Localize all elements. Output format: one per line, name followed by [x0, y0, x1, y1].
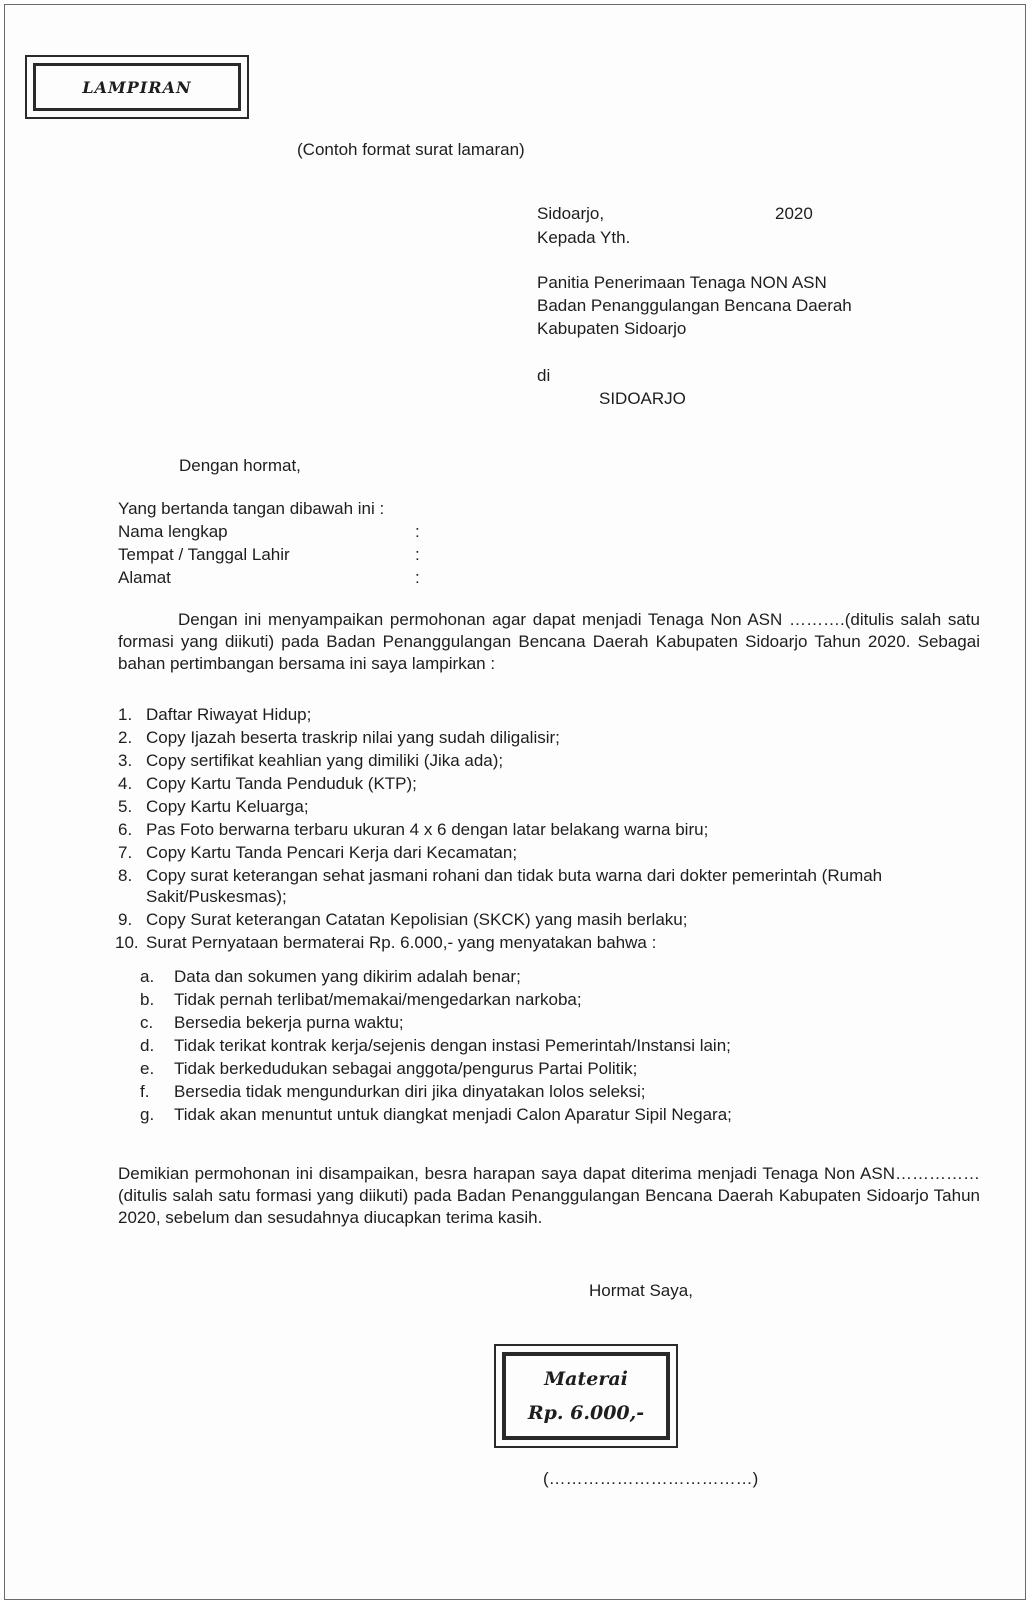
- list-item: 7. Copy Kartu Tanda Pencari Kerja dari Kecamatan;: [118, 843, 518, 862]
- document-page: [4, 4, 1026, 1600]
- list-item: 10. Surat Pernyataan bermaterai Rp. 6.000,- yang menyatakan bahwa :: [115, 933, 657, 952]
- signature-regards: Hormat Saya,: [589, 1281, 693, 1300]
- signature-name-line: (………………………………): [543, 1469, 759, 1488]
- identity-intro: Yang bertanda tangan dibawah ini :: [118, 499, 385, 518]
- list-item: d. Tidak terikat kontrak kerja/sejenis dengan instasi Pemerintah/Instansi lain;: [140, 1036, 731, 1055]
- address-di: di: [537, 366, 551, 385]
- list-item: 2. Copy Ijazah beserta traskrip nilai yang sudah diligalisir;: [118, 728, 560, 747]
- attachments-list: [115, 704, 998, 955]
- address-line-2: Badan Penanggulangan Bencana Daerah: [537, 296, 852, 315]
- materai-amount: Rp. 6.000,-: [527, 1402, 645, 1424]
- address-to: Kepada Yth.: [537, 228, 631, 247]
- list-item: b. Tidak pernah terlibat/memakai/mengedarkan narkoba;: [140, 990, 582, 1009]
- list-item: g. Tidak akan menuntut untuk diangkat menjadi Calon Aparatur Sipil Negara;: [140, 1105, 732, 1124]
- identity-colon-address: :: [415, 568, 420, 587]
- address-line-3: Kabupaten Sidoarjo: [537, 319, 687, 338]
- list-item: f. Bersedia tidak mengundurkan diri jika dinyatakan lolos seleksi;: [140, 1082, 646, 1101]
- list-item: 5. Copy Kartu Keluarga;: [118, 797, 309, 816]
- paragraph-request: Dengan ini menyampaikan permohonan agar dapat menjadi Tenaga Non ASN ……….(ditulis salah satu formasi yang diikuti) pada Badan Penanggulangan Bencana Daerah Kabupaten Sidoarjo Tahun 2020. Sebagai bahan pertimbangan bersama ini saya lampirkan :: [118, 610, 980, 673]
- identity-label-name: Nama lengkap: [118, 522, 228, 541]
- address-place: Sidoarjo,: [537, 204, 605, 223]
- lampiran-label: LAMPIRAN: [82, 77, 192, 97]
- list-item: 1. Daftar Riwayat Hidup;: [118, 705, 312, 724]
- list-item: 6. Pas Foto berwarna terbaru ukuran 4 x 6 dengan latar belakang warna biru;: [118, 820, 709, 839]
- address-city: SIDOARJO: [599, 389, 686, 408]
- list-item: c. Bersedia bekerja purna waktu;: [140, 1013, 404, 1032]
- paragraph-closing: Demikian permohonan ini disampaikan, besra harapan saya dapat diterima menjadi Tenaga Non ASN……………(ditulis salah satu formasi yang diikuti) pada Badan Penanggulangan Bencana Daerah Kabupaten Sidoarjo Tahun 2020, sebelum dan sesudahnya diucapkan terima kasih.: [118, 1164, 980, 1227]
- greeting: Dengan hormat,: [179, 456, 301, 475]
- identity-colon-name: :: [415, 522, 420, 541]
- materai-label: Materai: [544, 1368, 628, 1390]
- address-line-1: Panitia Penerimaan Tenaga NON ASN: [537, 273, 827, 292]
- materai-inner-frame: [502, 1352, 670, 1440]
- lampiran-box: [25, 55, 249, 119]
- list-item: 9. Copy Surat keterangan Catatan Kepolisian (SKCK) yang masih berlaku;: [118, 910, 688, 929]
- identity-colon-birth: :: [415, 545, 420, 564]
- document-subtitle: (Contoh format surat lamaran): [297, 140, 525, 159]
- list-item: 4. Copy Kartu Tanda Penduduk (KTP);: [118, 774, 417, 793]
- identity-label-birth: Tempat / Tanggal Lahir: [118, 545, 290, 564]
- list-item: 3. Copy sertifikat keahlian yang dimiliki (Jika ada);: [118, 751, 504, 770]
- materai-stamp-box: [494, 1344, 678, 1448]
- list-item: 8. Copy surat keterangan sehat jasmani rohani dan tidak buta warna dari dokter pemerintah (Rumah Sakit/Puskesmas);: [118, 866, 883, 906]
- identity-label-address: Alamat: [118, 568, 171, 587]
- list-item: a. Data dan sokumen yang dikirim adalah benar;: [140, 967, 521, 986]
- list-item: e. Tidak berkedudukan sebagai anggota/pengurus Partai Politik;: [140, 1059, 638, 1078]
- lampiran-inner-frame: [33, 63, 241, 111]
- statements-list: [140, 966, 1020, 1127]
- address-year: 2020: [775, 204, 813, 223]
